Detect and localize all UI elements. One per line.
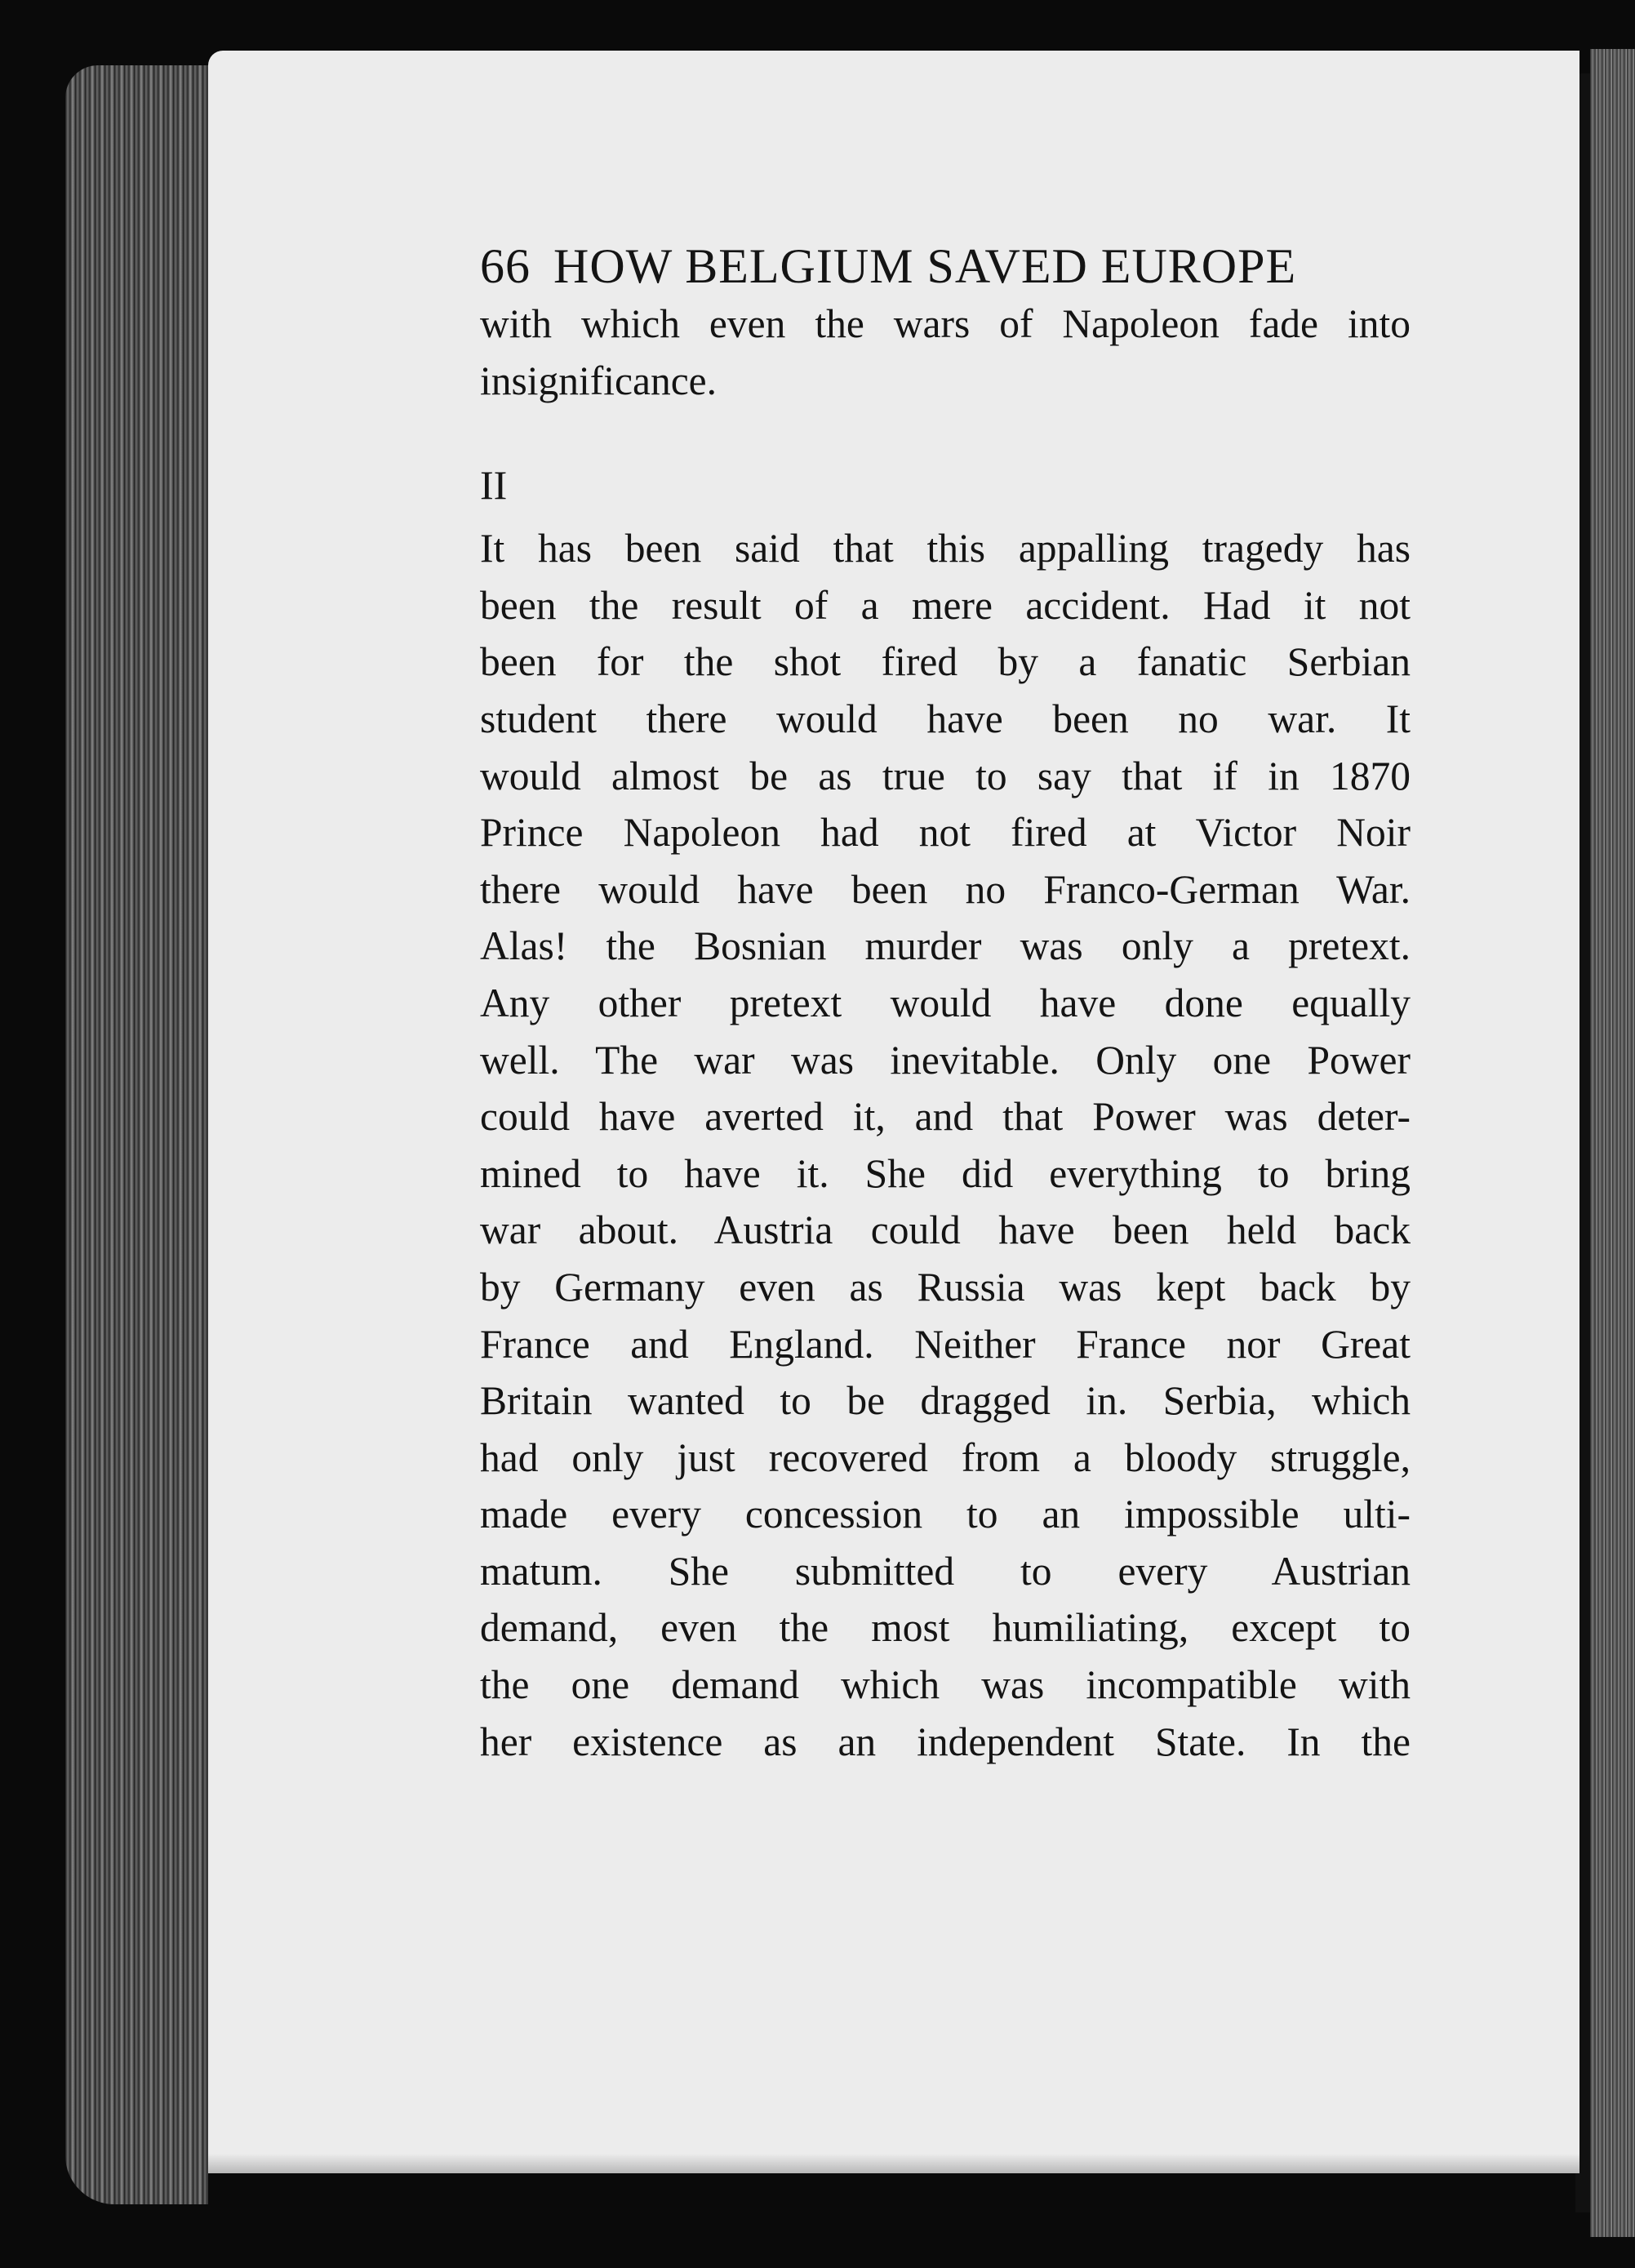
page-number: 66 <box>480 239 531 293</box>
section-paragraph <box>480 520 1411 1770</box>
text-line: had only just recovered from a bloody struggle, <box>480 1434 1411 1480</box>
text-line: would almost be as true to say that if in 1870 <box>480 753 1411 798</box>
running-head <box>480 237 1411 296</box>
text-line: mined to have it. She did everything to bring <box>480 1150 1411 1196</box>
page-text-block <box>480 237 1411 1770</box>
text-line: been for the shot fired by a fanatic Serbian <box>480 639 1411 685</box>
text-line: Britain wanted to be dragged in. Serbia, which <box>480 1378 1411 1424</box>
text-line: by Germany even as Russia was kept back by <box>480 1264 1411 1310</box>
text-line: with which even the wars of Napoleon fade into <box>480 301 1411 346</box>
text-line: France and England. Neither France nor Great <box>480 1321 1411 1367</box>
text-line: Prince Napoleon had not fired at Victor Noir <box>480 810 1411 856</box>
text-line: Any other pretext would have done equally <box>480 980 1411 1025</box>
text-line: war about. Austria could have been held back <box>480 1207 1411 1253</box>
text-line: matum. She submitted to every Austrian <box>480 1548 1411 1594</box>
running-head-title: HOW BELGIUM SAVED EUROPE <box>553 239 1297 293</box>
text-line: Alas! the Bosnian murder was only a pretext. <box>480 923 1411 969</box>
opening-paragraph <box>480 296 1411 409</box>
text-line: well. The war was inevitable. Only one Power <box>480 1037 1411 1083</box>
text-line: demand, even the most humiliating, except to <box>480 1605 1411 1651</box>
text-line: there would have been no Franco-German War. <box>480 866 1411 912</box>
text-line: It has been said that this appalling tragedy has <box>480 526 1411 571</box>
text-line: made every concession to an impossible ulti- <box>480 1492 1411 1537</box>
text-line: been the result of a mere accident. Had it not <box>480 582 1411 628</box>
text-line: her existence as an independent State. In the <box>480 1719 1411 1764</box>
text-line: student there would have been no war. It <box>480 696 1411 741</box>
book-page-edges-right <box>1590 49 1635 2237</box>
book-page-edges-left <box>65 65 208 2204</box>
text-line: could have averted it, and that Power was deter- <box>480 1094 1411 1140</box>
text-line: the one demand which was incompatible with <box>480 1662 1411 1708</box>
text-line: insignificance. <box>480 358 718 403</box>
section-number: II <box>480 462 508 509</box>
